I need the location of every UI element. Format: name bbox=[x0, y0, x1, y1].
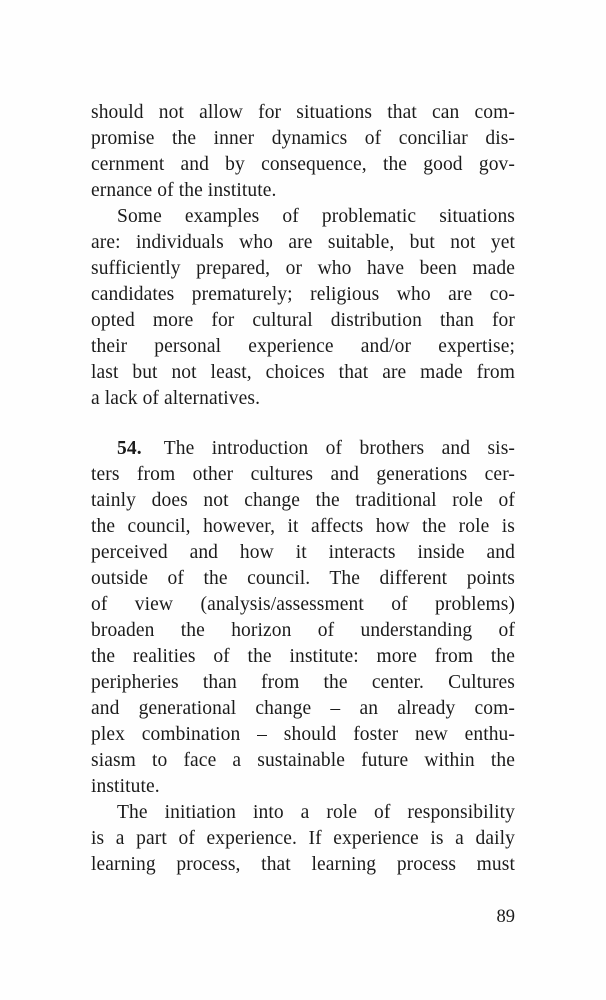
text-line: peripheries than from the center. Cultures bbox=[91, 672, 515, 693]
text-line: siasm to face a sustainable future within the bbox=[91, 750, 515, 771]
text-line: sufficiently prepared, or who have been made bbox=[91, 258, 515, 279]
text-line: outside of the council. The different points bbox=[91, 568, 515, 589]
text-line: opted more for cultural distribution than for bbox=[91, 310, 515, 331]
text-line: is a part of experience. If experience is a daily bbox=[91, 828, 515, 849]
paragraph bbox=[91, 100, 515, 204]
text-line: tainly does not change the traditional role of bbox=[91, 490, 515, 511]
text-line: The initiation into a role of responsibility bbox=[117, 802, 515, 823]
text-line: plex combination – should foster new enthu- bbox=[91, 724, 515, 745]
text-line: and generational change – an already com- bbox=[91, 698, 515, 719]
paragraph bbox=[91, 800, 515, 878]
text-line: should not allow for situations that can com- bbox=[91, 102, 515, 123]
text-line: broaden the horizon of understanding of bbox=[91, 620, 515, 641]
text-line: ters from other cultures and generations cer- bbox=[91, 464, 515, 485]
paragraph bbox=[91, 436, 515, 800]
text-line: the council, however, it affects how the role is bbox=[91, 516, 515, 537]
page-number: 89 bbox=[496, 907, 515, 927]
text-line: cernment and by consequence, the good gov- bbox=[91, 154, 515, 175]
text-line: institute. bbox=[91, 776, 160, 797]
text-line: 54. The introduction of brothers and sis- bbox=[117, 438, 515, 459]
text-line: Some examples of problematic situations bbox=[117, 206, 515, 227]
text-line: perceived and how it interacts inside and bbox=[91, 542, 515, 563]
text-block bbox=[91, 100, 515, 878]
paragraph bbox=[91, 204, 515, 412]
text-line: ernance of the institute. bbox=[91, 180, 277, 201]
text-line: candidates prematurely; religious who are co- bbox=[91, 284, 515, 305]
text-line: are: individuals who are suitable, but not yet bbox=[91, 232, 515, 253]
paragraph-number: 54. bbox=[117, 438, 142, 459]
text-line: a lack of alternatives. bbox=[91, 388, 261, 409]
text-line: their personal experience and/or expertise; bbox=[91, 336, 515, 357]
text-line: promise the inner dynamics of conciliar dis- bbox=[91, 128, 515, 149]
text-line: of view (analysis/assessment of problems) bbox=[91, 594, 515, 615]
text-line: learning process, that learning process must bbox=[91, 854, 515, 875]
text-line: last but not least, choices that are made from bbox=[91, 362, 515, 383]
text-line: the realities of the institute: more from the bbox=[91, 646, 515, 667]
